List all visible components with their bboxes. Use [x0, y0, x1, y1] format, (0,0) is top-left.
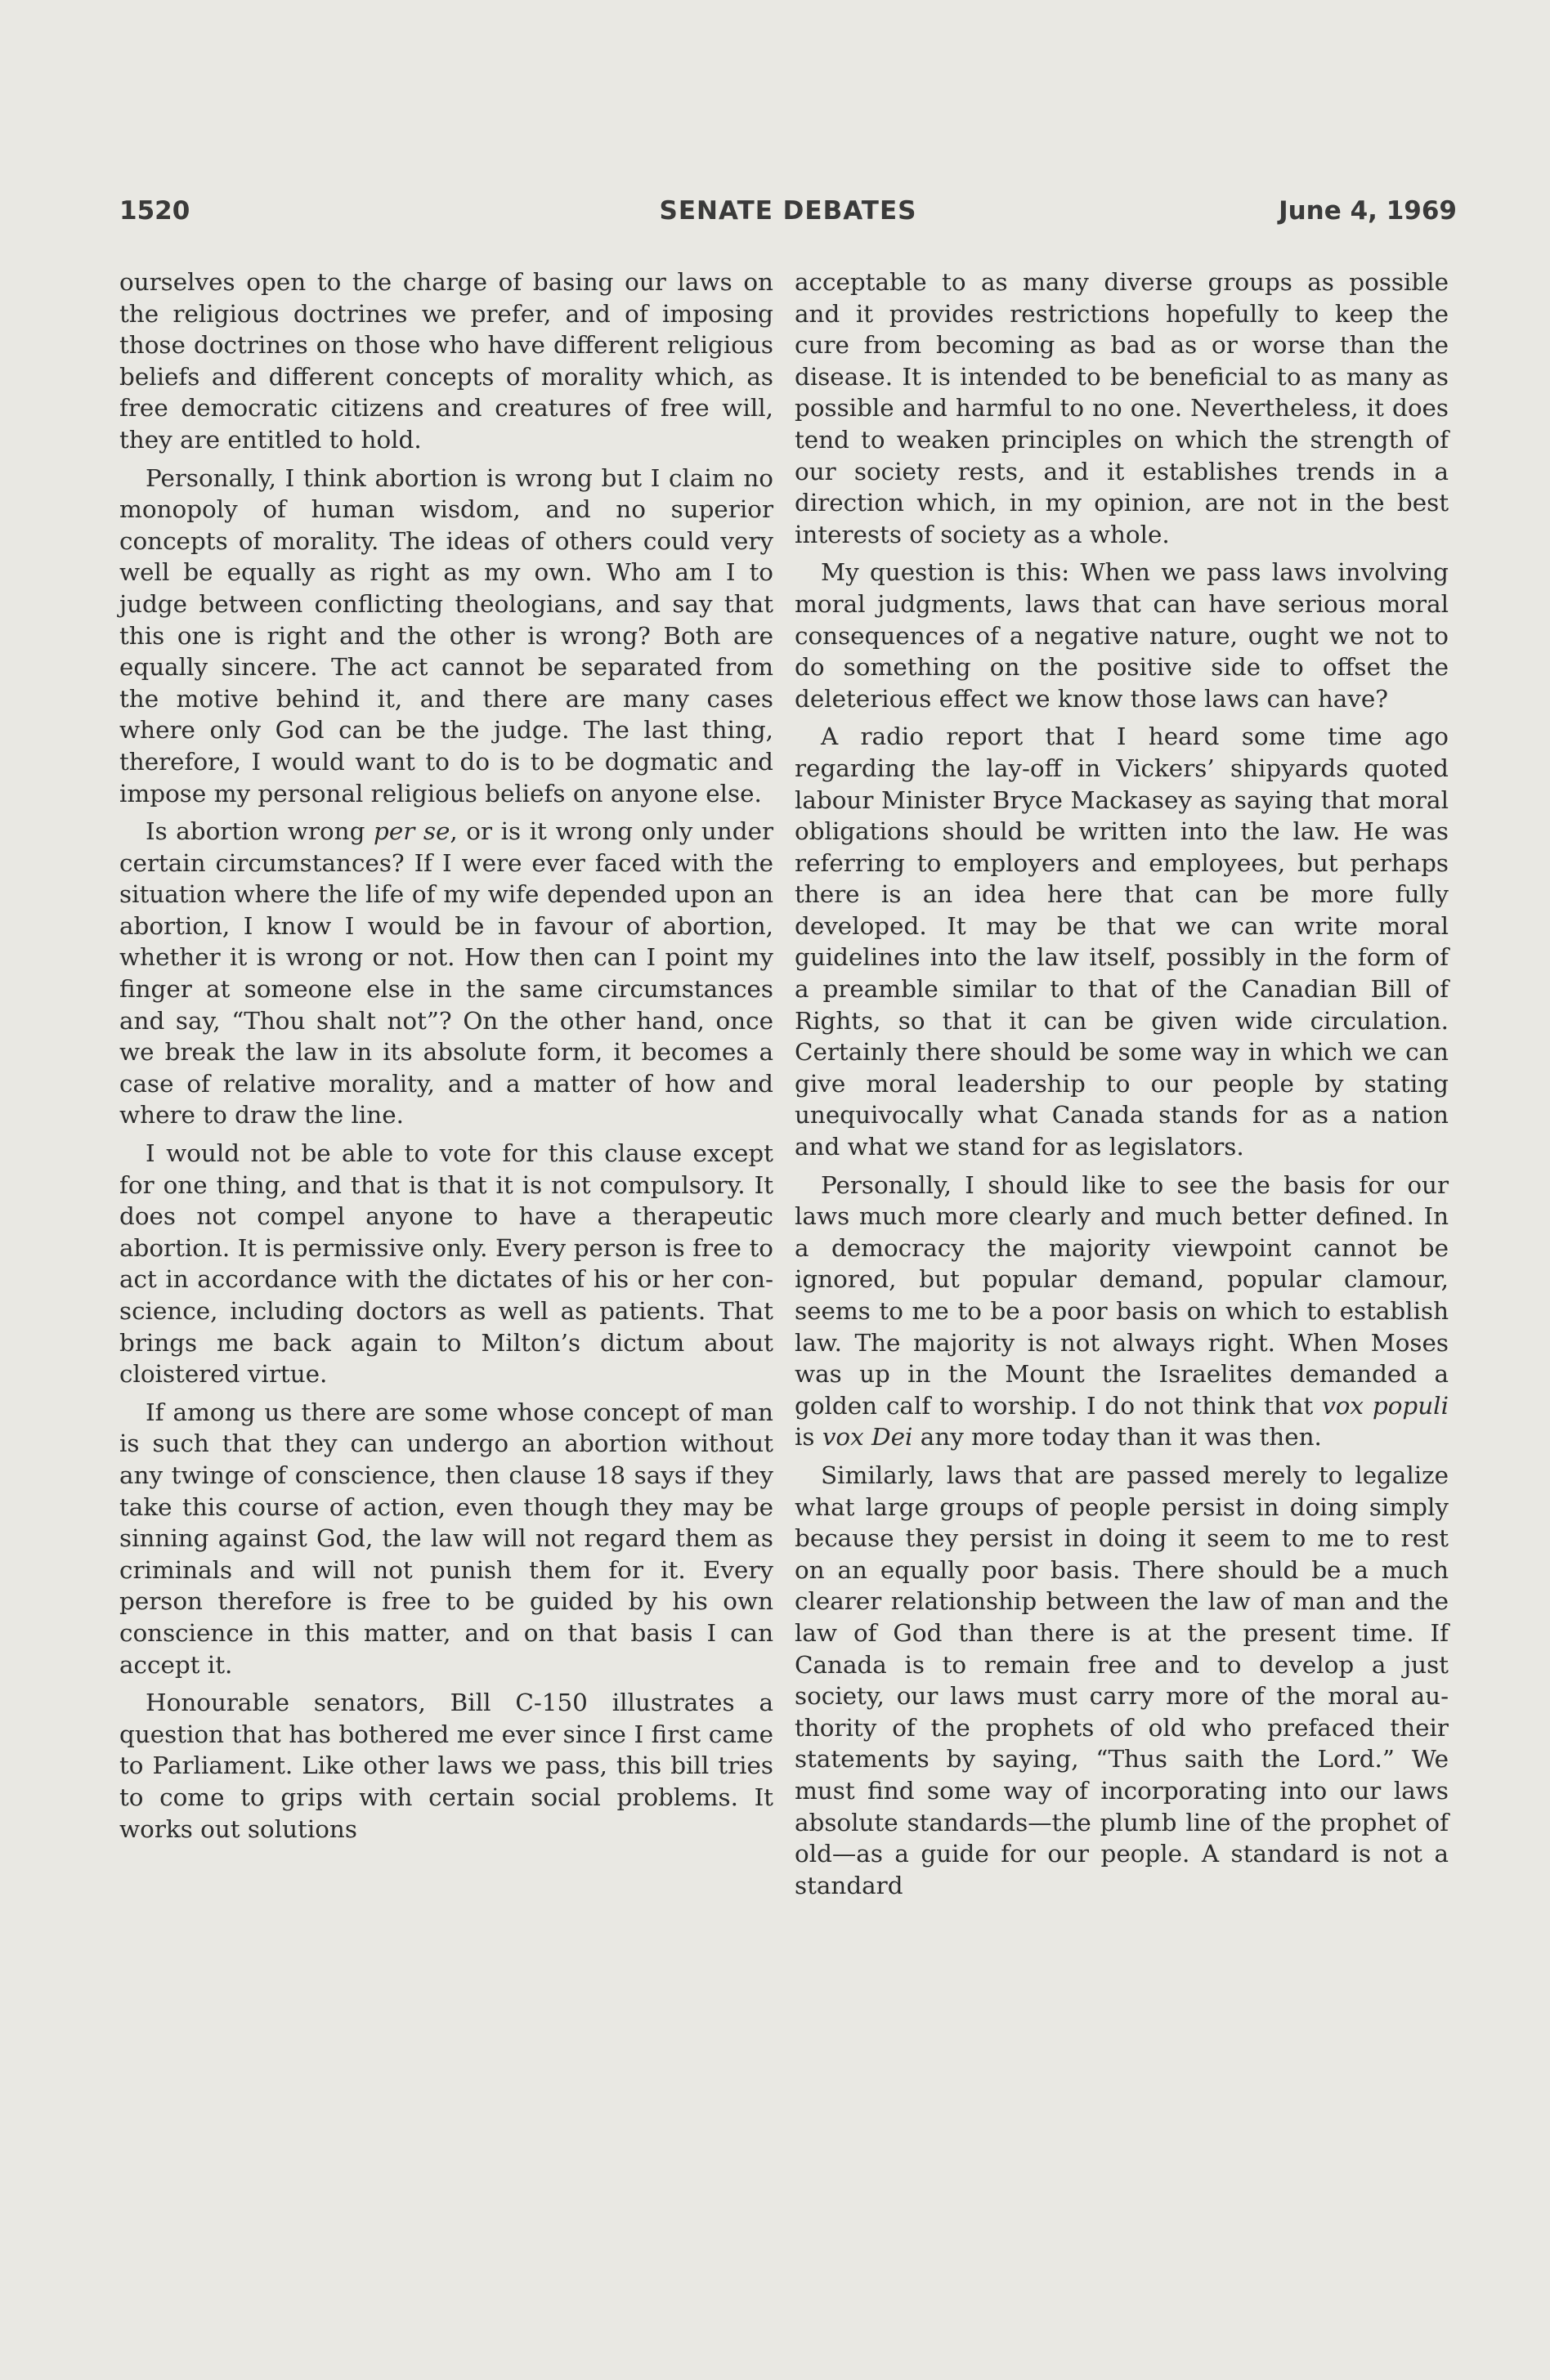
- paragraph-text: I would not be able to vote for this clause except for one thing, and that is that it is not compulsory. It does not compel anyone to have a therapeutic abortion. It is permissive only. Every person is free to act in accordance with the dictates of his or her conscience, including doctors as well as patients. That brings me back again to Milton’s dictum about cloistered virtue.: [119, 1139, 773, 1389]
- body-paragraph: [119, 1687, 773, 1845]
- continued-paragraph: [119, 266, 773, 456]
- paragraph-text: acceptable to as many diverse groups as possible and it provides restrictions hopefully to keep the cure from becoming as bad as or worse than the disease. It is intended to be beneficial to as many as possible and harmful to no one. Nevertheless, it does tend to weaken principles on which the strength of our society rests, and it establishes trends in a direction which, in my opinion, are not in the best interests of society as a whole.: [795, 268, 1449, 548]
- italic-text: vox Dei: [822, 1423, 913, 1452]
- italic-text: per se: [374, 817, 450, 846]
- paragraph-text: Personally, I think abortion is wrong but I claim no monopoly of human wisdom, and no superior concepts of morality. The ideas of others could very well be equally as right as my own. Who am I to judge between conflicting theologians, and say that this one is right and the other is wrong? Both are equally sincere. The act cannot be separated from the motive behind it, and there are many cases where only God can be the judge. The last thing, therefore, I would want to do is to be dogmatic and impose my personal religious beliefs on anyone else.: [119, 463, 773, 808]
- page-number: 1520: [119, 196, 190, 226]
- right-text-column: [795, 266, 1449, 1908]
- body-paragraph: [795, 1460, 1449, 1901]
- paragraph-text: Personally, I should like to see the basis for our laws much more clearly and much better defined. In a democracy the majority viewpoint cannot be ignored, but popular demand, popular clamour, seems to me to be a poor basis on which to establish law. The majority is not always right. When Moses was up in the Mount the Israelites demanded a golden calf to worship. I do not think that: [795, 1170, 1449, 1420]
- page-header: [119, 196, 1457, 237]
- italic-text: vox populi: [1322, 1391, 1449, 1420]
- paragraph-text: A radio report that I heard some time ago regarding the lay-off in Vickers’ shipyards quoted labour Minister Bryce Mackasey as saying that moral obligations should be written into the law. He was referring to employers and employees, but perhaps there is an idea here that can be more fully developed. It may be that we can write moral guidelines into the law itself, possibly in the form of a preamble similar to that of the Canadian Bill of Rights, so that it can be given wide circulation. Certainly there should be some way in which we can give moral leadership to our people by stating unequivocally what Canada stands for as a nation and what we stand for as legislators.: [795, 722, 1449, 1161]
- publication-title: SENATE DEBATES: [659, 196, 917, 226]
- body-paragraph: [119, 1138, 773, 1390]
- paragraph-text: Similarly, laws that are passed merely to legalize what large groups of people persist in doing simply because they persist in doing it seem to me to rest on an equally poor basis. There should be a much clearer relationship between the law of man and the law of God than there is at the present time. If Canada is to remain free and to develop a just society, our laws must carry more of the moral authority of the prophets of old who prefaced their statements by saying, “Thus saith the Lord.” We must find some way of incorporating into our laws absolute standards—the plumb line of the prophet of old—as a guide for our people. A standard is not a standard: [795, 1461, 1449, 1899]
- body-paragraph: [795, 1170, 1449, 1453]
- body-paragraph: [119, 816, 773, 1131]
- paragraph-text: is: [795, 1423, 822, 1452]
- publication-date: June 4, 1969: [1279, 196, 1457, 226]
- body-paragraph: [119, 1397, 773, 1680]
- paragraph-text: If among us there are some whose concept of man is such that they can undergo an abortion without any twinge of conscience, then clause 18 says if they take this course of action, even though they may be sinning against God, the law will not regard them as criminals and will not punish them for it. Every person therefore is free to be guided by his own conscience in this matter, and on that basis I can accept it.: [119, 1398, 773, 1679]
- paragraph-text: ourselves open to the charge of basing our laws on the religious doctrines we prefer, and of imposing those doctrines on those who have different religious beliefs and different concepts of morality which, as free democratic citizens and creatures of free will, they are entitled to hold.: [119, 268, 773, 454]
- continued-paragraph: [795, 266, 1449, 550]
- left-text-column: [119, 266, 773, 1851]
- body-paragraph: [119, 463, 773, 810]
- paragraph-text: , or is it wrong only under certain circumstances? If I were ever faced with the situation where the life of my wife depended upon an abortion, I know I would be in favour of abortion, whether it is wrong or not. How then can I point my finger at someone else in the same circumstances and say, “Thou shalt not”? On the other hand, once we break the law in its absolute form, it becomes a case of relative morality, and a matter of how and where to draw the line.: [119, 817, 774, 1130]
- body-paragraph: [795, 721, 1449, 1162]
- paragraph-text: Is abortion wrong: [146, 817, 374, 846]
- paragraph-text: Honourable senators, Bill C-150 illustrates a question that has bothered me ever since I first came to Parliament. Like other laws we pass, this bill tries to come to grips with certain social problems. It works out solutions: [119, 1689, 773, 1843]
- paragraph-text: My question is this: When we pass laws involving moral judgments, laws that can have serious moral consequences of a negative nature, ought we not to do something on the positive side to offset the deleterious effect we know those laws can have?: [795, 558, 1449, 713]
- paragraph-text: any more today than it was then.: [912, 1423, 1322, 1452]
- body-paragraph: [795, 557, 1449, 714]
